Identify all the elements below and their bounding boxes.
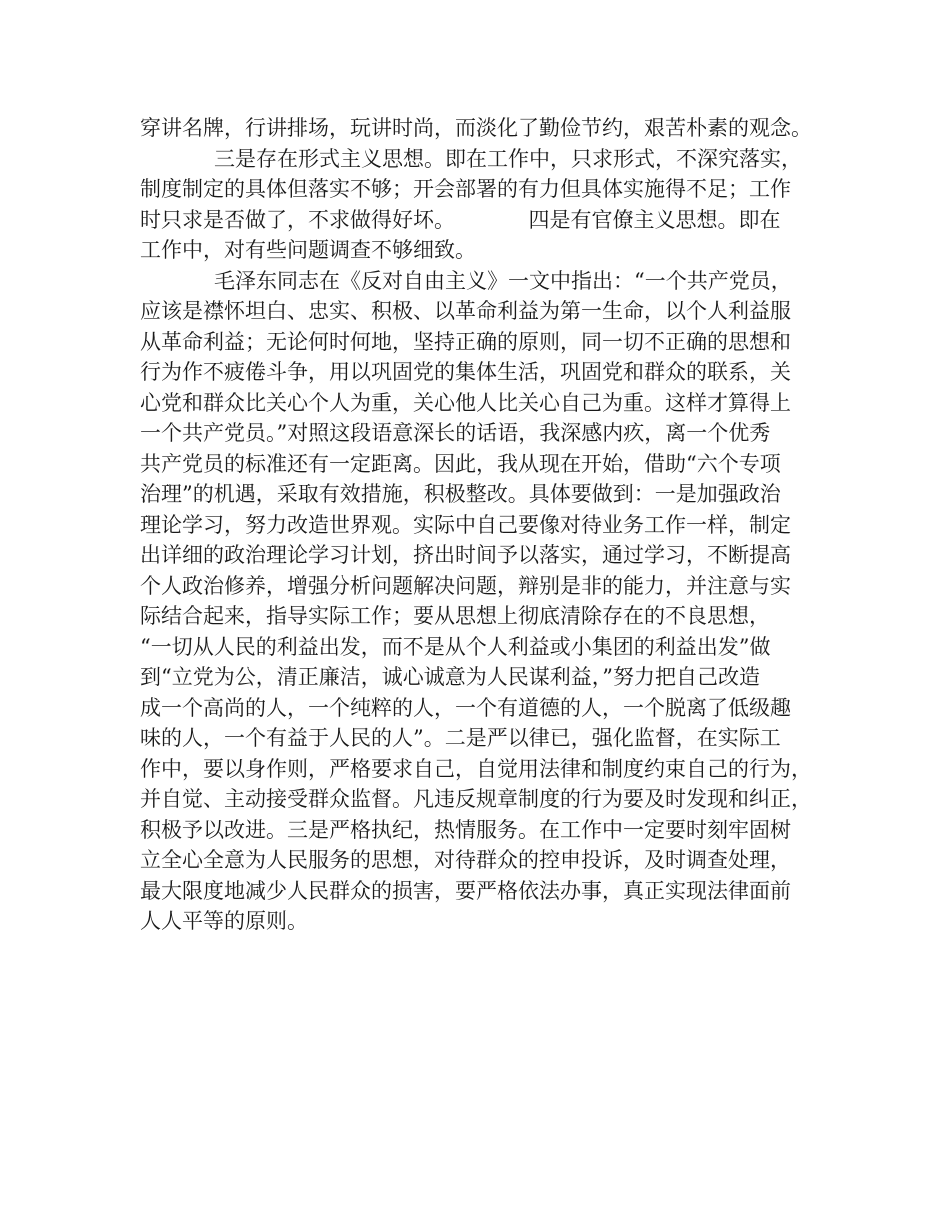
text-line: 立全心全意为人民服务的思想，对待群众的控申投诉，及时调查处理， <box>140 848 791 872</box>
text-line: 应该是襟怀坦白、忠实、积极、以革命利益为第一生命，以个人利益服 <box>140 299 791 323</box>
text-line: 人人平等的原则。 <box>140 909 308 933</box>
text-line: 制度制定的具体但落实不够；开会部署的有力但具体实施得不足；工作 <box>140 177 791 201</box>
text-line: 穿讲名牌，行讲排场，玩讲时尚，而淡化了勤俭节约，艰苦朴素的观念。 <box>140 116 812 140</box>
text-line: 个人政治修养，增强分析问题解决问题，辩别是非的能力，并注意与实 <box>140 573 791 598</box>
text-line: 行为作不疲倦斗争，用以巩固党的集体生活，巩固党和群众的联系，关 <box>140 360 791 384</box>
text-line: 成一个高尚的人，一个纯粹的人，一个有道德的人，一个脱离了低级趣 <box>140 695 791 720</box>
text-line: 味的人，一个有益于人民的人”。二是严以律已，强化监督，在实际工 <box>140 726 781 750</box>
text-line: 作中，要以身作则，严格要求自己，自觉用法律和制度约束自己的行为， <box>140 756 812 781</box>
text-line: 出详细的政治理论学习计划，挤出时间予以落实，通过学习，不断提高 <box>140 543 791 567</box>
body-text <box>140 113 840 937</box>
text-line: 毛泽东同志在《反对自由主义》一文中指出：“一个共产党员， <box>214 268 792 293</box>
text-line: 理论学习，努力改造世界观。实际中自己要像对待业务工作一样，制定 <box>140 512 791 537</box>
text-line: 积极予以改进。三是严格执纪，热情服务。在工作中一定要时刻牢固树 <box>140 817 791 842</box>
text-line: 最大限度地减少人民群众的损害，要严格依法办事，真正实现法律面前 <box>140 878 791 903</box>
text-line: 三是存在形式主义思想。即在工作中，只求形式，不深究落实， <box>214 146 802 171</box>
text-line: 际结合起来，指导实际工作；要从思想上彻底清除存在的不良思想， <box>140 604 770 628</box>
text-line: 一个共产党员。”对照这段语意深长的话语，我深感内疚，离一个优秀 <box>140 421 771 445</box>
text-line: 到“立党为公，清正廉洁，诚心诚意为人民谋利益，”努力把自己改造 <box>140 665 760 689</box>
text-line: 心党和群众比关心个人为重，关心他人比关心自己为重。这样才算得上 <box>140 390 791 415</box>
text-line: 工作中，对有些问题调查不够细致。 <box>140 238 476 262</box>
text-line: 治理”的机遇，采取有效措施，积极整改。具体要做到：一是加强政治 <box>140 482 781 506</box>
text-line: 共产党员的标准还有一定距离。因此，我从现在开始，借助“六个专项 <box>140 451 781 476</box>
text-line: 并自觉、主动接受群众监督。凡违反规章制度的行为要及时发现和纠正， <box>140 787 812 811</box>
text-line: 时只求是否做了，不求做得好坏。 四是有官僚主义思想。即在 <box>140 207 781 232</box>
text-line: 从革命利益；无论何时何地，坚持正确的原则，同一切不正确的思想和 <box>140 329 791 354</box>
text-line: “一切从人民的利益出发，而不是从个人利益或小集团的利益出发”做 <box>140 634 771 659</box>
